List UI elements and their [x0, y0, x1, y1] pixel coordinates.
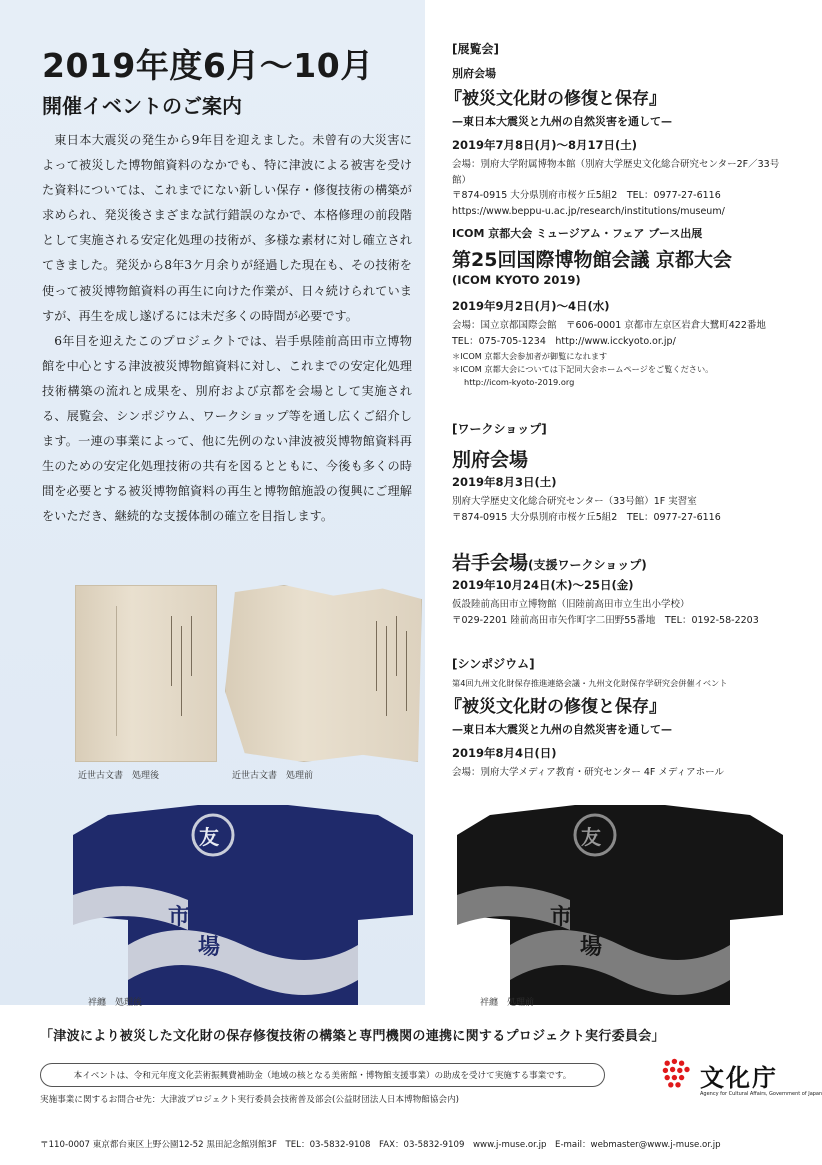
workshop-beppu-info-line: 〒874-0915 大分県別府市桜ケ丘5組2 TEL：0977-27-6116 [452, 511, 721, 523]
exhibition-info [452, 157, 787, 219]
icom-info [452, 318, 787, 349]
agency-logo [660, 1054, 822, 1104]
footer-contact [40, 1094, 459, 1108]
icom-subtitle: (ICOM KYOTO 2019) [452, 273, 581, 287]
symposium-date: 2019年8月4日(日) [452, 746, 557, 760]
footer-contact-line: 実施事業に関するお問合せ先：大津波プロジェクト実行委員会技術普及部会(公益財団法人日本博物館協会内) [40, 1095, 460, 1105]
agency-logo-english: Agency for Cultural Affairs, Government of Japan [700, 1091, 822, 1097]
funding-notice: 本イベントは、令和元年度文化芸術振興費補助金（地域の核となる美術館・博物館支援事業）の助成を受けて実施する事業です。 [40, 1063, 605, 1087]
workshop-beppu-info-line: 別府大学歴史文化総合研究センター（33号館）1F 実習室 [452, 496, 697, 507]
workshop-iwate-venue: 岩手会場 [452, 552, 529, 574]
exhibition-date: 2019年7月8日(月)〜8月17日(土) [452, 138, 638, 152]
icom-note: ＊ICOM 京都大会参加者が御覧になれます [452, 351, 608, 361]
intro-paragraph-1: 東日本大震災の発生から9年目を迎えました。未曾有の大災害によって被災した博物館資料のなかでも、特に津波による被害を受けた資料については、これまでにない新しい保存・修復技術の構築が求められ、発災後さまざまな試行錯誤のなかで、本格修理の前段階として実施される安定化処理の技術が、多様な素材に対し確立されてきました。発災から8年3ケ月余りが経過した現在も、その技術を使って被災博物館資料の再生に向けた作業が、日々続けられていますが、再生を成し遂げるには未だ多くの時間が必要です。 [42, 133, 412, 323]
workshop-iwate-date: 2019年10月24日(木)〜25日(金) [452, 578, 634, 592]
workshop-beppu-date: 2019年8月3日(土) [452, 475, 557, 489]
committee-name: 「津波により被災した文化財の保存修復技術の構築と専門機関の連携に関するプロジェクト実行委員会」 [40, 1029, 665, 1044]
symposium-heading: 第4回九州文化財保存推進連絡会議・九州文化財保存学研究会併催イベント [452, 678, 728, 688]
icom-note: ＊ICOM 京都大会については下記同大会ホームページをご覧ください。 [452, 364, 714, 374]
caption-jacket-after: 袢纏 処理後 [88, 998, 143, 1008]
caption-doc-after: 近世古文書 処理後 [78, 771, 160, 781]
footer-address: 〒110-0007 東京都台東区上野公園12-52 黒田記念館別館3F TEL：03-5832-9108 FAX：03-5832-9109 www.j-muse.or.jp E-mail：webmaster@www.j-muse.or.jp [40, 1140, 721, 1150]
workshop-section-label: [ワークショップ] [452, 422, 547, 436]
exhibition-info-line: 〒874-0915 大分県別府市桜ケ丘5組2 TEL：0977-27-6116 [452, 190, 721, 201]
workshop-beppu-info [452, 494, 787, 525]
caption-jacket-before: 袢纏 処理前 [480, 998, 535, 1008]
exhibition-venue: 別府会場 [452, 67, 496, 80]
workshop-beppu-venue: 別府会場 [452, 449, 529, 471]
exhibition-info-line: 会場：別府大学附属博物本館（別府大学歴史文化総合研究センター2F／33号館） [452, 159, 780, 186]
caption-doc-before: 近世古文書 処理前 [232, 771, 314, 781]
jacket-text-after-2: 場 [198, 935, 221, 960]
jacket-text-before-1: 市 [550, 905, 573, 930]
exhibition-url-link[interactable]: https://www.beppu-u.ac.jp/research/institutions/museum/ [452, 205, 725, 217]
icom-heading: ICOM 京都大会 ミュージアム・フェア ブース出展 [452, 227, 703, 240]
jacket-photo-after [68, 805, 418, 1005]
icom-date: 2019年9月2日(月)〜4日(水) [452, 299, 610, 313]
agency-logo-mark-icon [660, 1056, 696, 1092]
workshop-iwate-heading [452, 548, 647, 575]
icom-notes [452, 350, 713, 389]
symposium-subtitle: —東日本大震災と九州の自然災害を通して— [452, 723, 672, 736]
jacket-photo-before [455, 805, 785, 1005]
workshop-iwate-note: (支援ワークショップ) [528, 558, 647, 572]
exhibition-section-label: [展覧会] [452, 42, 499, 56]
agency-logo-name: 文化庁 [700, 1064, 778, 1092]
document-photo-before [225, 585, 422, 762]
exhibition-title: 『被災文化財の修復と保存』 [445, 89, 666, 109]
jacket-emblem-after: 友 [199, 825, 219, 849]
intro-text [42, 128, 412, 530]
workshop-iwate-info-line: 仮設陸前高田市立博物館（旧陸前高田市立生出小学校） [452, 599, 690, 610]
page-subtitle: 開催イベントのご案内 [42, 94, 242, 118]
jacket-text-after-1: 市 [168, 905, 191, 930]
page-title: 2019年度6月〜10月 [42, 46, 374, 85]
workshop-iwate-info-line: 〒029-2201 陸前高田市矢作町字二田野55番地 TEL：0192-58-2203 [452, 614, 759, 626]
symposium-section-label: [シンポジウム] [452, 657, 535, 671]
icom-url-link[interactable]: http://icom-kyoto-2019.org [464, 377, 575, 387]
icom-info-line: TEL：075-705-1234 http://www.icckyoto.or.jp/ [452, 335, 676, 347]
jacket-text-before-2: 場 [580, 935, 603, 960]
symposium-title: 『被災文化財の修復と保存』 [445, 697, 666, 717]
intro-paragraph-2: 6年目を迎えたこのプロジェクトでは、岩手県陸前高田市立博物館を中心とする津波被災博物館資料に対し、これまでの安定化処理技術構築の流れと成果を、別府および京都を会場として実施される、展覧会、シンポジウム、ワークショップ等を通し広くご紹介します。一連の事業によって、他に先例のない津波被災博物館資料再生のための安定化処理技術の共有を図るとともに、今後も多くの時間を必要とする被災博物館資料の再生と博物館施設の復興にご理解をいただき、継続的な支援体制の確立を目指します。 [42, 333, 412, 524]
document-photo-after [75, 585, 217, 762]
workshop-iwate-info [452, 597, 787, 628]
icom-title: 第25回国際博物館会議 京都大会 [452, 249, 733, 271]
jacket-emblem-before: 友 [581, 825, 601, 849]
icom-info-line: 会場：国立京都国際会館 〒606-0001 京都市左京区岩倉大鷺町422番地 [452, 320, 766, 331]
exhibition-subtitle: —東日本大震災と九州の自然災害を通して— [452, 115, 672, 128]
symposium-info: 会場：別府大学メディア教育・研究センター 4F メディアホール [452, 767, 724, 778]
